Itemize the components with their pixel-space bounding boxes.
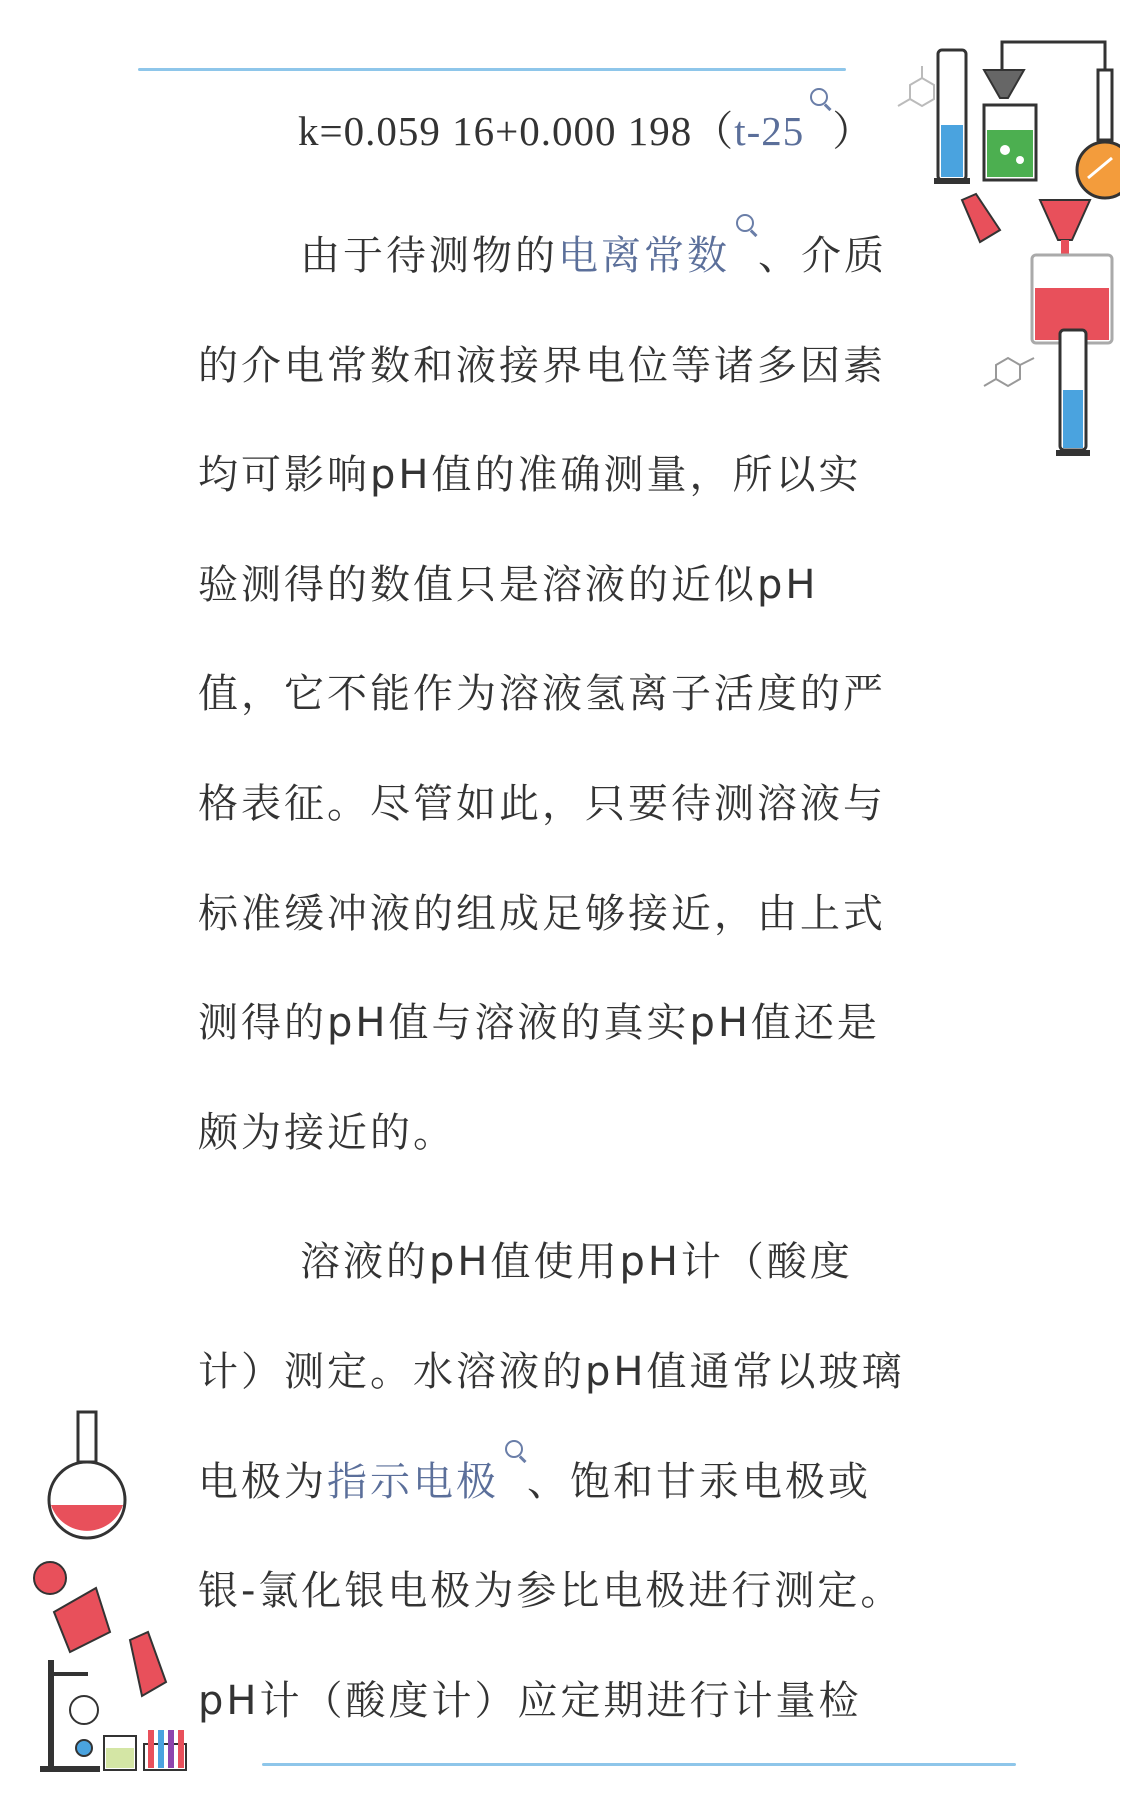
formula-close: ） xyxy=(832,108,875,154)
text: 电极为 xyxy=(198,1459,327,1505)
lab-equipment-illustration xyxy=(880,30,1120,470)
paragraph1-line7: 标准缓冲液的组成足够接近，由上式 xyxy=(198,891,886,937)
search-icon[interactable] xyxy=(734,212,758,236)
beaker-icon xyxy=(104,1736,136,1770)
molecule-icon xyxy=(984,358,1034,386)
link-zhishi-dianji[interactable]: 指示电极 xyxy=(327,1459,499,1505)
small-flask-icon xyxy=(34,1562,66,1594)
top-divider xyxy=(138,68,846,71)
paragraph2-line5: pH计（酸度计）应定期进行计量检 xyxy=(198,1678,862,1724)
formula-text: k=0.059 16+0.000 198（ xyxy=(298,108,735,154)
molecule-icon xyxy=(898,66,934,106)
tilted-flask-icon xyxy=(54,1588,166,1696)
paragraph1-line5: 值，它不能作为溶液氢离子活度的严 xyxy=(198,671,886,717)
text: 由于待测物的 xyxy=(300,233,558,279)
paragraph1-line3: 均可影响pH值的准确测量，所以实 xyxy=(198,452,862,498)
text: 、介质 xyxy=(758,233,887,279)
filtration-setup-icon xyxy=(984,42,1120,198)
lab-equipment-illustration-bottom xyxy=(10,1400,210,1780)
text: 、饱和甘汞电极或 xyxy=(527,1459,871,1505)
paragraph1-line4: 验测得的数值只是溶液的近似pH xyxy=(198,562,819,608)
bottom-divider xyxy=(262,1763,1016,1766)
tilted-flask-icon xyxy=(962,194,1000,242)
paragraph2-line3 xyxy=(198,1450,871,1507)
paragraph1-line8: 测得的pH值与溶液的真实pH值还是 xyxy=(198,1000,880,1046)
graduated-cylinder-icon xyxy=(1056,330,1090,456)
formula-line xyxy=(298,98,874,157)
paragraph2-line2: 计）测定。水溶液的pH值通常以玻璃 xyxy=(198,1349,905,1395)
paragraph2-line1: 溶液的pH值使用pH计（酸度 xyxy=(300,1239,853,1285)
link-dianli-changshu[interactable]: 电离常数 xyxy=(558,233,730,279)
paragraph1-line6: 格表征。尽管如此，只要待测溶液与 xyxy=(198,781,886,827)
paragraph1-line1 xyxy=(300,224,887,281)
lab-stand-icon xyxy=(40,1660,100,1772)
round-flask-icon xyxy=(49,1412,125,1538)
flask-icon xyxy=(1077,70,1120,198)
search-icon[interactable] xyxy=(503,1438,527,1462)
paragraph2-line4: 银-氯化银电极为参比电极进行测定。 xyxy=(198,1568,904,1614)
test-tube-rack-icon xyxy=(144,1730,186,1770)
formula-link[interactable]: t-25 xyxy=(734,108,805,154)
paragraph1-line2: 的介电常数和液接界电位等诸多因素 xyxy=(198,343,886,389)
search-icon[interactable] xyxy=(808,86,832,110)
graduated-cylinder-icon xyxy=(934,50,970,184)
paragraph1-line9: 颇为接近的。 xyxy=(198,1110,456,1156)
